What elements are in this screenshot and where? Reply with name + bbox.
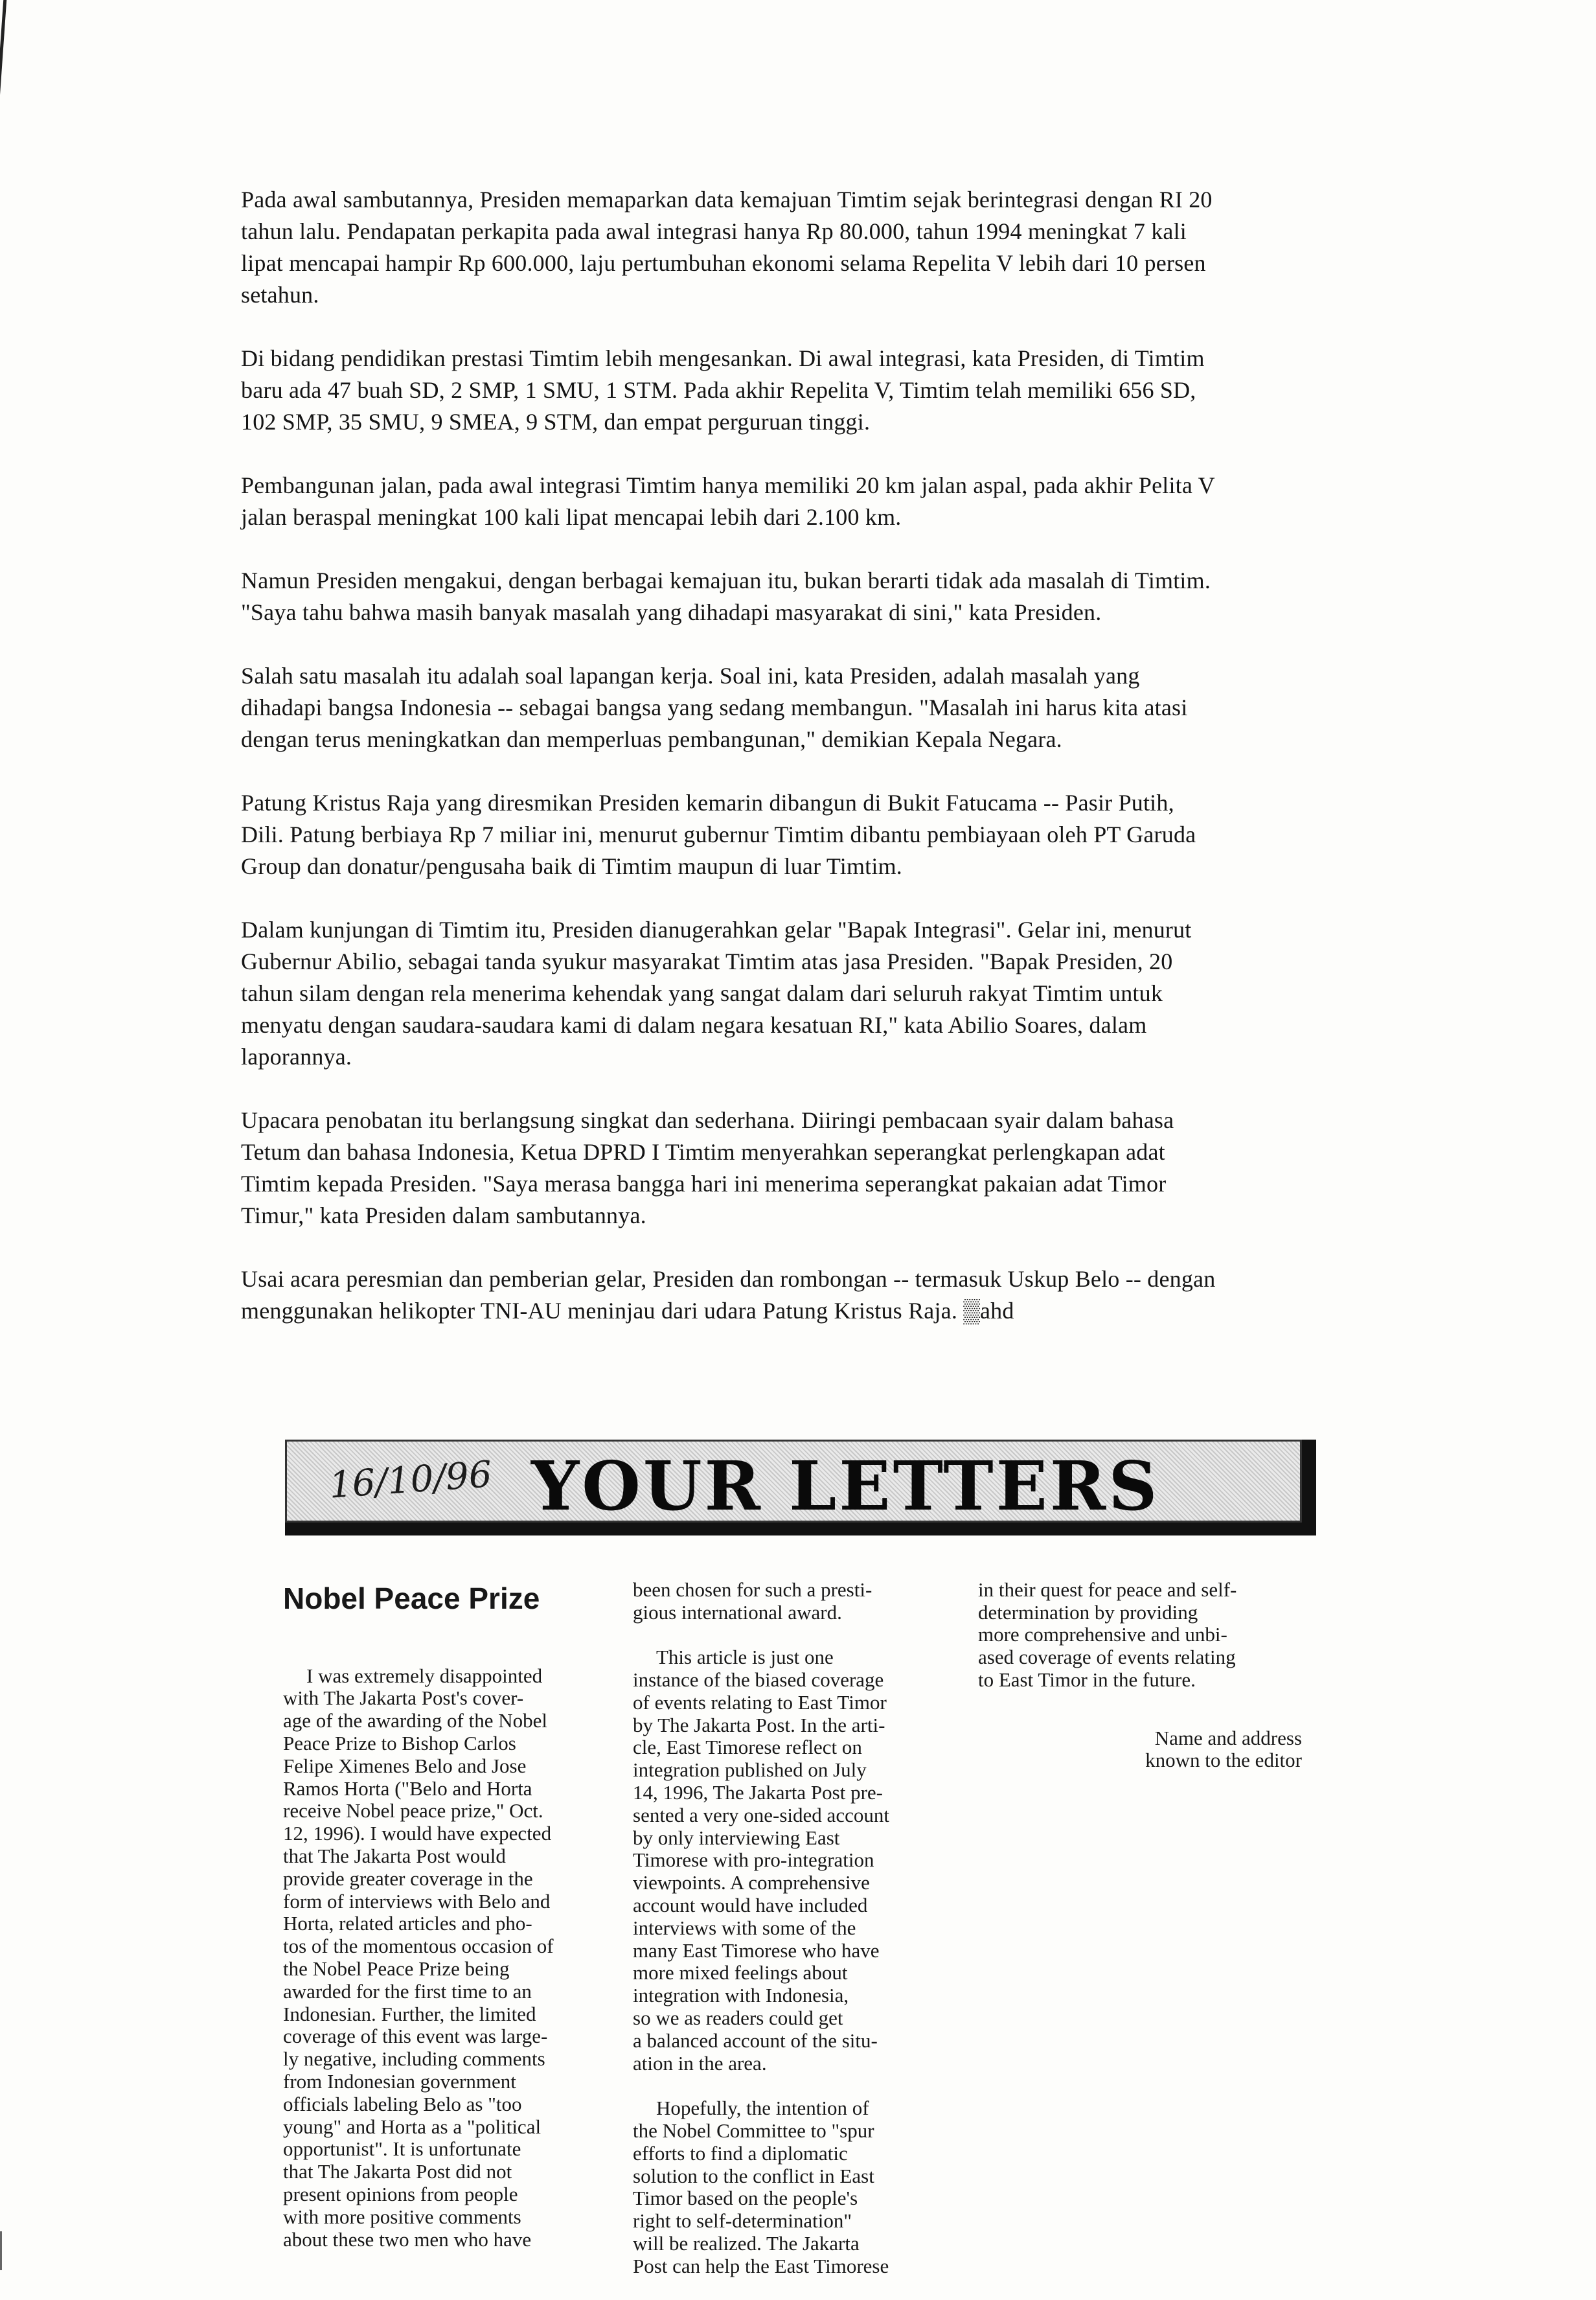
letter-paragraph: been chosen for such a presti- gious international award. — [633, 1578, 872, 1624]
banner-tick-mark — [1302, 1477, 1310, 1486]
article-paragraph: Patung Kristus Raja yang diresmikan Presiden kemarin dibangun di Bukit Fatucama -- Pasir Putih, Dili. Patung berbiaya Rp 7 miliar ini, menurut gubernur Timtim dibantu pembiayaan oleh PT Garuda Group dan donatur/pengusaha baik di Timtim maupun di luar Timtim. — [241, 790, 1196, 879]
article-paragraph: Di bidang pendidikan prestasi Timtim lebih mengesankan. Di awal integrasi, kata Presiden, di Timtim baru ada 47 buah SD, 2 SMP, 1 SMU, 1 STM. Pada akhir Repelita V, Timtim telah memiliki 656 SD, 102 SMP, 35 SMU, 9 SMEA, 9 STM, dan empat perguruan tinggi. — [241, 345, 1205, 435]
article-paragraph: Pembangunan jalan, pada awal integrasi Timtim hanya memiliki 20 km jalan aspal, pada akhir Pelita V jalan beraspal meningkat 100 kali lipat mencapai lebih dari 2.100 km. — [241, 472, 1215, 530]
article-paragraph: Dalam kunjungan di Timtim itu, Presiden dianugerahkan gelar "Bapak Integrasi". Gelar ini, menurut Gubernur Abilio, sebagai tanda syukur masyarakat Timtim atas jasa Presiden. "Bapak Presiden, 20 tahun silam dengan rela menerima kehendak yang sangat dalam dari seluruh rakyat Timtim untuk menyatu dengan saudara-saudara kami di dalam negara kesatuan RI," kata Abilio Soares, dalam laporannya. — [241, 917, 1192, 1070]
article-paragraph: Salah satu masalah itu adalah soal lapangan kerja. Soal ini, kata Presiden, adalah masalah yang dihadapi bangsa Indonesia -- sebagai bangsa yang sedang membangun. "Masalah ini harus kita atasi dengan terus meningkatkan dan memperluas pembangunan," demikian Kepala Negara. — [241, 663, 1188, 752]
letter-column-3 — [978, 1556, 1302, 1795]
letter-paragraph: This article is just one instance of the biased coverage of events relating to East Timor by The Jakarta Post. In the arti- cle, East Timorese reflect on integration published on July 14, 1996, The Jakarta Post pre- sented a very one-sided account by only interviewing East Timorese with pro-integration viewpoints. A comprehensive account would have included interviews with some of the many East Timorese who have more mixed feelings about integration with Indonesia, so we as readers could get a balanced account of the situ- ation in the area. — [633, 1646, 889, 2075]
letter-column-2 — [633, 1556, 957, 2300]
your-letters-banner — [285, 1440, 1316, 1535]
article-paragraph: Usai acara peresmian dan pemberian gelar, Presiden dan rombongan -- termasuk Uskup Belo -- dengan menggunakan helikopter TNI-AU meninjau dari udara Patung Kristus Raja. ▒ahd — [241, 1266, 1216, 1324]
handwritten-date: 16/10/96 — [328, 1453, 494, 1507]
letter-signature: Name and address known to the editor — [1145, 1726, 1302, 1772]
news-article — [241, 184, 1381, 1359]
article-paragraph: Pada awal sambutannya, Presiden memaparkan data kemajuan Timtim sejak berintegrasi dengan RI 20 tahun lalu. Pendapatan perkapita pada awal integrasi hanya Rp 80.000, tahun 1994 meningkat 7 kali lipat mencapai hampir Rp 600.000, laju pertumbuhan ekonomi selama Repelita V lebih dari 10 persen setahun. — [241, 187, 1213, 308]
scan-edge-mark — [0, 0, 6, 97]
article-paragraph: Namun Presiden mengakui, dengan berbagai kemajuan itu, bukan berarti tidak ada masalah di Timtim. "Saya tahu bahwa masih banyak masalah yang dihadapi masyarakat di sini," kata Presiden. — [241, 568, 1211, 625]
letter-paragraph: Hopefully, the intention of the Nobel Committee to "spur efforts to find a diplomatic solution to the conflict in East Timor based on the people's right to self-determination" will be realized. The Jakarta Post can help the East Timorese — [633, 2097, 889, 2277]
letter-title: Nobel Peace Prize — [283, 1581, 540, 1615]
letter-paragraph: in their quest for peace and self- determination by providing more comprehensive and unbi- ased coverage of events relating to East Timor in the future. — [978, 1578, 1237, 1691]
article-paragraph: Upacara penobatan itu berlangsung singkat dan sederhana. Diiringi pembacaan syair dalam bahasa Tetum dan bahasa Indonesia, Ketua DPRD I Timtim menyerahkan seperangkat perlengkapan adat Timtim kepada Presiden. "Saya merasa bangga hari ini menerima seperangkat pakaian adat Timor Timur," kata Presiden dalam sambutannya. — [241, 1107, 1174, 1228]
section-title: YOUR LETTERS — [531, 1446, 1160, 1526]
letter-paragraph: I was extremely disappointed with The Jakarta Post's cover- age of the awarding of the Nobel Peace Prize to Bishop Carlos Felipe Ximenes Belo and Jose Ramos Horta ("Belo and Horta receive Nobel peace prize," Oct. 12, 1996). I would have expected that The Jakarta Post would provide greater coverage in the form of interviews with Belo and Horta, related articles and pho- tos of the momentous occasion of the Nobel Peace Prize being awarded for the first time to an Indonesian. Further, the limited coverage of this event was large- ly negative, including comments from Indonesian government officials labeling Belo as "too young" and Horta as a "political opportunist". It is unfortunate that The Jakarta Post did not present opinions from people with more positive comments about these two men who have — [283, 1664, 554, 2251]
letter-column-1 — [283, 1556, 607, 2273]
scan-edge-mark-bottom — [0, 2231, 2, 2270]
